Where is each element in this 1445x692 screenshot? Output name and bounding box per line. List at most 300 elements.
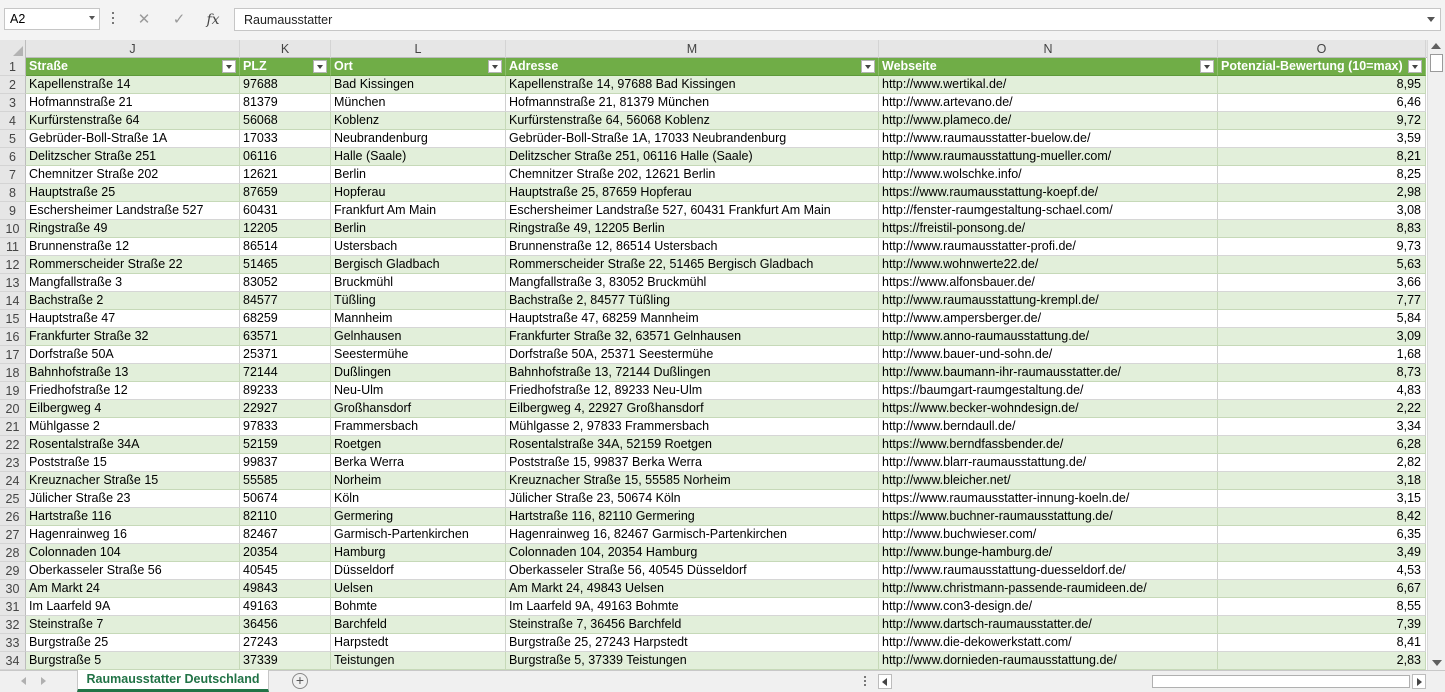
- cell[interactable]: http://www.con3-design.de/: [879, 598, 1218, 616]
- cell[interactable]: 12205: [240, 220, 331, 238]
- row-header[interactable]: 30: [0, 580, 26, 598]
- row-header[interactable]: 10: [0, 220, 26, 238]
- cell[interactable]: Kurfürstenstraße 64: [26, 112, 240, 130]
- cell[interactable]: https://www.raumausstattung-koepf.de/: [879, 184, 1218, 202]
- cell[interactable]: 49843: [240, 580, 331, 598]
- row-header[interactable]: 12: [0, 256, 26, 274]
- cell[interactable]: Rommerscheider Straße 22, 51465 Bergisch Gladbach: [506, 256, 879, 274]
- cell[interactable]: http://www.artevano.de/: [879, 94, 1218, 112]
- cell[interactable]: 89233: [240, 382, 331, 400]
- cell[interactable]: Gelnhausen: [331, 328, 506, 346]
- cell[interactable]: Oberkasseler Straße 56: [26, 562, 240, 580]
- cell[interactable]: Bachstraße 2, 84577 Tüßling: [506, 292, 879, 310]
- cell[interactable]: 12621: [240, 166, 331, 184]
- cell[interactable]: Eilbergweg 4: [26, 400, 240, 418]
- cell[interactable]: 87659: [240, 184, 331, 202]
- cell[interactable]: 5,63: [1218, 256, 1426, 274]
- cell[interactable]: 60431: [240, 202, 331, 220]
- cell[interactable]: https://www.berndfassbender.de/: [879, 436, 1218, 454]
- cell[interactable]: 6,35: [1218, 526, 1426, 544]
- table-row: [26, 544, 1426, 562]
- cell[interactable]: Mühlgasse 2: [26, 418, 240, 436]
- cell[interactable]: Kapellenstraße 14, 97688 Bad Kissingen: [506, 76, 879, 94]
- cell[interactable]: Rommerscheider Straße 22: [26, 256, 240, 274]
- cell[interactable]: Hamburg: [331, 544, 506, 562]
- cell[interactable]: 3,08: [1218, 202, 1426, 220]
- cell[interactable]: Ringstraße 49, 12205 Berlin: [506, 220, 879, 238]
- cell[interactable]: Teistungen: [331, 652, 506, 670]
- cell[interactable]: http://www.plameco.de/: [879, 112, 1218, 130]
- cell[interactable]: Burgstraße 25: [26, 634, 240, 652]
- cell[interactable]: Brunnenstraße 12: [26, 238, 240, 256]
- cell[interactable]: Chemnitzer Straße 202, 12621 Berlin: [506, 166, 879, 184]
- cell[interactable]: 52159: [240, 436, 331, 454]
- cell[interactable]: 7,39: [1218, 616, 1426, 634]
- cell[interactable]: 51465: [240, 256, 331, 274]
- cell[interactable]: Berka Werra: [331, 454, 506, 472]
- cell[interactable]: Hauptstraße 25: [26, 184, 240, 202]
- cell[interactable]: 8,55: [1218, 598, 1426, 616]
- filter-dropdown-icon[interactable]: [488, 60, 502, 73]
- cell[interactable]: Roetgen: [331, 436, 506, 454]
- row-header[interactable]: 6: [0, 148, 26, 166]
- header-cell[interactable]: [331, 58, 506, 76]
- cell[interactable]: Kurfürstenstraße 64, 56068 Koblenz: [506, 112, 879, 130]
- cell[interactable]: 82467: [240, 526, 331, 544]
- cell[interactable]: Burgstraße 25, 27243 Harpstedt: [506, 634, 879, 652]
- cell[interactable]: Gebrüder-Boll-Straße 1A, 17033 Neubrandenburg: [506, 130, 879, 148]
- cell[interactable]: 55585: [240, 472, 331, 490]
- header-label: Ort: [334, 59, 353, 73]
- cell[interactable]: 37339: [240, 652, 331, 670]
- cell[interactable]: https://www.alfonsbauer.de/: [879, 274, 1218, 292]
- row-header[interactable]: 3: [0, 94, 26, 112]
- cell[interactable]: Bohmte: [331, 598, 506, 616]
- cell[interactable]: Hagenrainweg 16, 82467 Garmisch-Partenkirchen: [506, 526, 879, 544]
- scroll-thumb[interactable]: [1430, 54, 1443, 72]
- cell[interactable]: Bergisch Gladbach: [331, 256, 506, 274]
- scroll-up-icon[interactable]: [1431, 43, 1441, 49]
- cell[interactable]: http://www.bleicher.net/: [879, 472, 1218, 490]
- filter-dropdown-icon[interactable]: [1408, 60, 1422, 73]
- cell[interactable]: Mangfallstraße 3, 83052 Bruckmühl: [506, 274, 879, 292]
- cell[interactable]: 22927: [240, 400, 331, 418]
- cell[interactable]: http://www.wolschke.info/: [879, 166, 1218, 184]
- row-header[interactable]: 9: [0, 202, 26, 220]
- table-row: [26, 364, 1426, 382]
- cell[interactable]: Brunnenstraße 12, 86514 Ustersbach: [506, 238, 879, 256]
- cell[interactable]: 8,83: [1218, 220, 1426, 238]
- cell[interactable]: 8,42: [1218, 508, 1426, 526]
- row-header[interactable]: 8: [0, 184, 26, 202]
- cell[interactable]: Neu-Ulm: [331, 382, 506, 400]
- cell[interactable]: http://www.raumausstattung-duesseldorf.de/: [879, 562, 1218, 580]
- cell[interactable]: http://www.wertikal.de/: [879, 76, 1218, 94]
- cell[interactable]: https://www.buchner-raumausstattung.de/: [879, 508, 1218, 526]
- table-row: [26, 220, 1426, 238]
- table-row: [26, 436, 1426, 454]
- row-header[interactable]: 31: [0, 598, 26, 616]
- header-cell[interactable]: [506, 58, 879, 76]
- cell[interactable]: http://www.christmann-passende-raumideen.de/: [879, 580, 1218, 598]
- cell[interactable]: Burgstraße 5: [26, 652, 240, 670]
- cell[interactable]: http://www.raumausstatter-profi.de/: [879, 238, 1218, 256]
- cell[interactable]: Bachstraße 2: [26, 292, 240, 310]
- cell[interactable]: Bruckmühl: [331, 274, 506, 292]
- cell[interactable]: http://www.bunge-hamburg.de/: [879, 544, 1218, 562]
- cell[interactable]: Jülicher Straße 23: [26, 490, 240, 508]
- cell[interactable]: 8,95: [1218, 76, 1426, 94]
- cell[interactable]: 84577: [240, 292, 331, 310]
- row-header[interactable]: 33: [0, 634, 26, 652]
- cell[interactable]: http://www.ampersberger.de/: [879, 310, 1218, 328]
- cell[interactable]: Rosentalstraße 34A: [26, 436, 240, 454]
- table-row: [26, 454, 1426, 472]
- table-row: [26, 490, 1426, 508]
- cell[interactable]: 8,21: [1218, 148, 1426, 166]
- cell[interactable]: Norheim: [331, 472, 506, 490]
- cell[interactable]: 2,22: [1218, 400, 1426, 418]
- header-label: Webseite: [882, 59, 937, 73]
- scroll-right-icon[interactable]: [1412, 674, 1426, 689]
- table-row: [26, 652, 1426, 670]
- cell[interactable]: http://www.dartsch-raumausstatter.de/: [879, 616, 1218, 634]
- cell[interactable]: Düsseldorf: [331, 562, 506, 580]
- cell[interactable]: Frankfurt Am Main: [331, 202, 506, 220]
- cell[interactable]: Uelsen: [331, 580, 506, 598]
- header-cell[interactable]: [240, 58, 331, 76]
- header-cell[interactable]: [879, 58, 1218, 76]
- cell[interactable]: Barchfeld: [331, 616, 506, 634]
- row-header[interactable]: 25: [0, 490, 26, 508]
- filter-dropdown-icon[interactable]: [861, 60, 875, 73]
- cell[interactable]: Chemnitzer Straße 202: [26, 166, 240, 184]
- table-row: [26, 562, 1426, 580]
- table-row: [26, 238, 1426, 256]
- cell[interactable]: Großhansdorf: [331, 400, 506, 418]
- cell[interactable]: Halle (Saale): [331, 148, 506, 166]
- table-row: [26, 382, 1426, 400]
- cell[interactable]: https://www.raumausstatter-innung-koeln.de/: [879, 490, 1218, 508]
- cell[interactable]: 82110: [240, 508, 331, 526]
- cell[interactable]: München: [331, 94, 506, 112]
- cell[interactable]: 6,28: [1218, 436, 1426, 454]
- row-header[interactable]: 24: [0, 472, 26, 490]
- cell[interactable]: Berlin: [331, 220, 506, 238]
- cell[interactable]: http://www.dornieden-raumausstattung.de/: [879, 652, 1218, 670]
- cell[interactable]: Koblenz: [331, 112, 506, 130]
- name-box[interactable]: [4, 8, 100, 30]
- column-header[interactable]: M: [506, 40, 879, 58]
- cell[interactable]: 83052: [240, 274, 331, 292]
- cell[interactable]: 4,83: [1218, 382, 1426, 400]
- cell[interactable]: 97688: [240, 76, 331, 94]
- cell[interactable]: 3,49: [1218, 544, 1426, 562]
- row-header[interactable]: 15: [0, 310, 26, 328]
- cell[interactable]: Frankfurter Straße 32: [26, 328, 240, 346]
- cell[interactable]: 40545: [240, 562, 331, 580]
- row-header[interactable]: 19: [0, 382, 26, 400]
- cell[interactable]: Steinstraße 7: [26, 616, 240, 634]
- cell[interactable]: http://www.wohnwerte22.de/: [879, 256, 1218, 274]
- filter-dropdown-icon[interactable]: [1200, 60, 1214, 73]
- cell[interactable]: 3,34: [1218, 418, 1426, 436]
- cell[interactable]: Poststraße 15, 99837 Berka Werra: [506, 454, 879, 472]
- cell[interactable]: Bahnhofstraße 13: [26, 364, 240, 382]
- table-row: [26, 310, 1426, 328]
- cell[interactable]: Hofmannstraße 21: [26, 94, 240, 112]
- table-row: [26, 274, 1426, 292]
- prev-sheet-icon[interactable]: [21, 677, 26, 685]
- row-header[interactable]: 4: [0, 112, 26, 130]
- cell[interactable]: 2,98: [1218, 184, 1426, 202]
- header-label: Adresse: [509, 59, 559, 73]
- cell[interactable]: Friedhofstraße 12: [26, 382, 240, 400]
- insert-function-button[interactable]: fx: [206, 12, 220, 28]
- row-header[interactable]: 17: [0, 346, 26, 364]
- cell[interactable]: Neubrandenburg: [331, 130, 506, 148]
- cell[interactable]: 86514: [240, 238, 331, 256]
- cell[interactable]: Dorfstraße 50A: [26, 346, 240, 364]
- cell[interactable]: http://www.blarr-raumausstattung.de/: [879, 454, 1218, 472]
- cell[interactable]: 6,46: [1218, 94, 1426, 112]
- cell[interactable]: Gebrüder-Boll-Straße 1A: [26, 130, 240, 148]
- horizontal-scrollbar[interactable]: [878, 674, 1426, 689]
- table-row: [26, 202, 1426, 220]
- cell[interactable]: Hauptstraße 47: [26, 310, 240, 328]
- cell[interactable]: 20354: [240, 544, 331, 562]
- cell[interactable]: Steinstraße 7, 36456 Barchfeld: [506, 616, 879, 634]
- cell[interactable]: http://fenster-raumgestaltung-schael.com/: [879, 202, 1218, 220]
- filter-dropdown-icon[interactable]: [313, 60, 327, 73]
- table-row: [26, 76, 1426, 94]
- vertical-scrollbar[interactable]: [1427, 40, 1445, 670]
- cell[interactable]: Hofmannstraße 21, 81379 München: [506, 94, 879, 112]
- cell[interactable]: 36456: [240, 616, 331, 634]
- cell[interactable]: Im Laarfeld 9A: [26, 598, 240, 616]
- table-row: [26, 184, 1426, 202]
- cell[interactable]: 2,82: [1218, 454, 1426, 472]
- row-header[interactable]: 29: [0, 562, 26, 580]
- scroll-down-icon[interactable]: [1432, 660, 1442, 666]
- table-row: [26, 112, 1426, 130]
- cell[interactable]: Eilbergweg 4, 22927 Großhansdorf: [506, 400, 879, 418]
- cell[interactable]: Dußlingen: [331, 364, 506, 382]
- cell[interactable]: Hartstraße 116: [26, 508, 240, 526]
- row-header[interactable]: 20: [0, 400, 26, 418]
- cell[interactable]: 3,15: [1218, 490, 1426, 508]
- cell[interactable]: 9,72: [1218, 112, 1426, 130]
- cell[interactable]: 63571: [240, 328, 331, 346]
- cell[interactable]: 1,68: [1218, 346, 1426, 364]
- row-header[interactable]: 13: [0, 274, 26, 292]
- cell[interactable]: Rosentalstraße 34A, 52159 Roetgen: [506, 436, 879, 454]
- cell[interactable]: Mühlgasse 2, 97833 Frammersbach: [506, 418, 879, 436]
- cell[interactable]: 06116: [240, 148, 331, 166]
- cell[interactable]: Garmisch-Partenkirchen: [331, 526, 506, 544]
- column-header[interactable]: O: [1218, 40, 1426, 58]
- cell[interactable]: Burgstraße 5, 37339 Teistungen: [506, 652, 879, 670]
- check-icon[interactable]: ✓: [172, 11, 186, 28]
- cell[interactable]: 3,59: [1218, 130, 1426, 148]
- cell[interactable]: https://baumgart-raumgestaltung.de/: [879, 382, 1218, 400]
- cell[interactable]: Colonnaden 104, 20354 Hamburg: [506, 544, 879, 562]
- cell[interactable]: Germering: [331, 508, 506, 526]
- cell[interactable]: Frankfurter Straße 32, 63571 Gelnhausen: [506, 328, 879, 346]
- cell[interactable]: Berlin: [331, 166, 506, 184]
- cell[interactable]: Eschersheimer Landstraße 527: [26, 202, 240, 220]
- cell[interactable]: Hartstraße 116, 82110 Germering: [506, 508, 879, 526]
- cell[interactable]: 3,09: [1218, 328, 1426, 346]
- cell[interactable]: http://www.anno-raumausstattung.de/: [879, 328, 1218, 346]
- cell[interactable]: Harpstedt: [331, 634, 506, 652]
- cell[interactable]: 8,25: [1218, 166, 1426, 184]
- table-row: [26, 472, 1426, 490]
- cell[interactable]: Eschersheimer Landstraße 527, 60431 Frankfurt Am Main: [506, 202, 879, 220]
- row-header[interactable]: 28: [0, 544, 26, 562]
- header-cell[interactable]: [1218, 58, 1426, 76]
- cell[interactable]: http://www.raumausstattung-krempl.de/: [879, 292, 1218, 310]
- cell[interactable]: 4,53: [1218, 562, 1426, 580]
- worksheet-grid[interactable]: [0, 40, 1427, 670]
- row-header[interactable]: 2: [0, 76, 26, 94]
- x-icon[interactable]: ✕: [137, 11, 151, 28]
- row-header[interactable]: 5: [0, 130, 26, 148]
- table-row: [26, 400, 1426, 418]
- next-sheet-icon[interactable]: [41, 677, 46, 685]
- table-row: [26, 418, 1426, 436]
- cell[interactable]: Mannheim: [331, 310, 506, 328]
- cell[interactable]: Friedhofstraße 12, 89233 Neu-Ulm: [506, 382, 879, 400]
- column-header[interactable]: J: [26, 40, 240, 58]
- table-header-row: [26, 58, 1426, 76]
- row-header[interactable]: 14: [0, 292, 26, 310]
- cell[interactable]: Bahnhofstraße 13, 72144 Dußlingen: [506, 364, 879, 382]
- cell[interactable]: 49163: [240, 598, 331, 616]
- cell[interactable]: http://www.raumausstatter-buelow.de/: [879, 130, 1218, 148]
- cell[interactable]: http://www.bauer-und-sohn.de/: [879, 346, 1218, 364]
- cell[interactable]: 2,83: [1218, 652, 1426, 670]
- chevron-down-icon[interactable]: [89, 16, 95, 20]
- cell[interactable]: 97833: [240, 418, 331, 436]
- scroll-thumb-horizontal[interactable]: [1152, 675, 1410, 688]
- table-row: [26, 346, 1426, 364]
- cell[interactable]: Hauptstraße 47, 68259 Mannheim: [506, 310, 879, 328]
- cell[interactable]: Hauptstraße 25, 87659 Hopferau: [506, 184, 879, 202]
- cell[interactable]: 68259: [240, 310, 331, 328]
- column-header[interactable]: L: [331, 40, 506, 58]
- cell[interactable]: Tüßling: [331, 292, 506, 310]
- cell[interactable]: 6,67: [1218, 580, 1426, 598]
- cell[interactable]: Bad Kissingen: [331, 76, 506, 94]
- table-row: [26, 634, 1426, 652]
- cell[interactable]: http://www.berndaull.de/: [879, 418, 1218, 436]
- split-handle-icon[interactable]: [864, 676, 867, 688]
- cell[interactable]: Kreuznacher Straße 15: [26, 472, 240, 490]
- table-row: [26, 166, 1426, 184]
- cell[interactable]: Kapellenstraße 14: [26, 76, 240, 94]
- row-header[interactable]: 34: [0, 652, 26, 670]
- cell[interactable]: Jülicher Straße 23, 50674 Köln: [506, 490, 879, 508]
- filter-dropdown-icon[interactable]: [222, 60, 236, 73]
- row-header[interactable]: 7: [0, 166, 26, 184]
- cell[interactable]: Im Laarfeld 9A, 49163 Bohmte: [506, 598, 879, 616]
- cell[interactable]: Delitzscher Straße 251: [26, 148, 240, 166]
- cell[interactable]: Frammersbach: [331, 418, 506, 436]
- select-all-button[interactable]: [0, 40, 26, 58]
- cell[interactable]: Am Markt 24: [26, 580, 240, 598]
- expand-formula-icon[interactable]: [1427, 17, 1435, 22]
- row-header[interactable]: 23: [0, 454, 26, 472]
- header-cell[interactable]: [26, 58, 240, 76]
- cell[interactable]: 17033: [240, 130, 331, 148]
- cell[interactable]: Seestermühe: [331, 346, 506, 364]
- cell[interactable]: http://www.raumausstattung-mueller.com/: [879, 148, 1218, 166]
- row-header[interactable]: 21: [0, 418, 26, 436]
- cell[interactable]: Colonnaden 104: [26, 544, 240, 562]
- cell[interactable]: Kreuznacher Straße 15, 55585 Norheim: [506, 472, 879, 490]
- cell[interactable]: Hopferau: [331, 184, 506, 202]
- cell[interactable]: https://www.becker-wohndesign.de/: [879, 400, 1218, 418]
- row-header[interactable]: 32: [0, 616, 26, 634]
- cell[interactable]: Am Markt 24, 49843 Uelsen: [506, 580, 879, 598]
- cell[interactable]: Oberkasseler Straße 56, 40545 Düsseldorf: [506, 562, 879, 580]
- column-headers: [0, 40, 1427, 58]
- row-header[interactable]: 26: [0, 508, 26, 526]
- cell[interactable]: Dorfstraße 50A, 25371 Seestermühe: [506, 346, 879, 364]
- sheet-tab-active[interactable]: Raumausstatter Deutschland: [77, 670, 269, 692]
- formula-input[interactable]: [234, 8, 1441, 31]
- cell[interactable]: 9,73: [1218, 238, 1426, 256]
- cell[interactable]: http://www.buchwieser.com/: [879, 526, 1218, 544]
- row-header[interactable]: 18: [0, 364, 26, 382]
- cell[interactable]: 8,41: [1218, 634, 1426, 652]
- cell[interactable]: https://freistil-ponsong.de/: [879, 220, 1218, 238]
- cell[interactable]: Ringstraße 49: [26, 220, 240, 238]
- add-sheet-button[interactable]: +: [292, 673, 308, 689]
- scroll-left-icon[interactable]: [878, 674, 892, 689]
- cell[interactable]: 3,18: [1218, 472, 1426, 490]
- cell[interactable]: http://www.die-dekowerkstatt.com/: [879, 634, 1218, 652]
- column-header[interactable]: N: [879, 40, 1218, 58]
- cell[interactable]: 25371: [240, 346, 331, 364]
- column-header[interactable]: K: [240, 40, 331, 58]
- row-header[interactable]: 11: [0, 238, 26, 256]
- cell[interactable]: Delitzscher Straße 251, 06116 Halle (Saale): [506, 148, 879, 166]
- cell[interactable]: 8,73: [1218, 364, 1426, 382]
- cell[interactable]: 72144: [240, 364, 331, 382]
- row-header[interactable]: 22: [0, 436, 26, 454]
- row-header[interactable]: 27: [0, 526, 26, 544]
- cell[interactable]: Ustersbach: [331, 238, 506, 256]
- cell[interactable]: Mangfallstraße 3: [26, 274, 240, 292]
- cell[interactable]: 7,77: [1218, 292, 1426, 310]
- row-header[interactable]: 1: [0, 58, 26, 76]
- cell[interactable]: 27243: [240, 634, 331, 652]
- drag-handle-icon[interactable]: [112, 12, 115, 26]
- cell[interactable]: 56068: [240, 112, 331, 130]
- cell[interactable]: 50674: [240, 490, 331, 508]
- row-header[interactable]: 16: [0, 328, 26, 346]
- cell[interactable]: Hagenrainweg 16: [26, 526, 240, 544]
- cell[interactable]: http://www.baumann-ihr-raumausstatter.de/: [879, 364, 1218, 382]
- cell[interactable]: 99837: [240, 454, 331, 472]
- cell[interactable]: 81379: [240, 94, 331, 112]
- cell[interactable]: 3,66: [1218, 274, 1426, 292]
- cell[interactable]: Poststraße 15: [26, 454, 240, 472]
- cell[interactable]: Köln: [331, 490, 506, 508]
- cell[interactable]: 5,84: [1218, 310, 1426, 328]
